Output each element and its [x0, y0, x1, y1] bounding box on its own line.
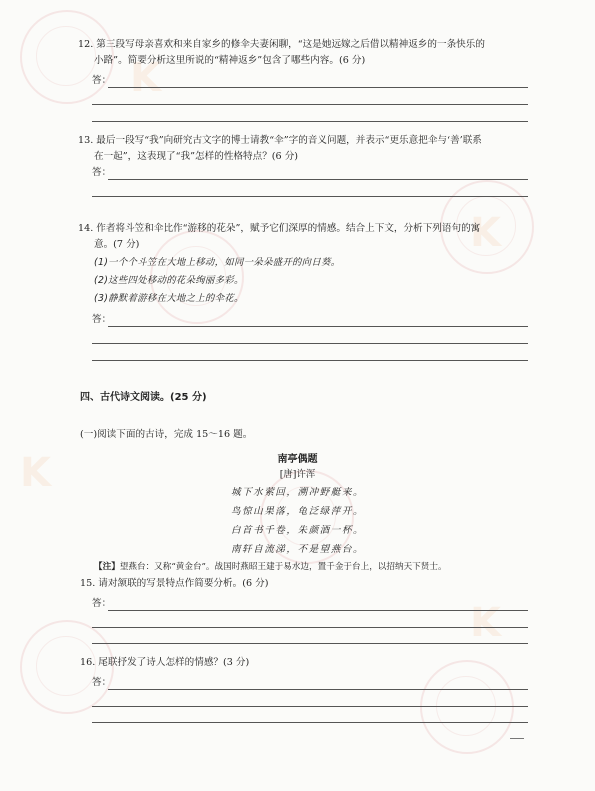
watermark-seal: [420, 660, 514, 754]
watermark-logo: K: [470, 210, 501, 256]
watermark-logo: K: [130, 55, 161, 101]
answer-line[interactable]: [108, 179, 528, 180]
answer-line[interactable]: [92, 121, 528, 122]
answer-line[interactable]: [108, 87, 528, 88]
question-13-line-1: 13. 最后一段写“我”向研究古文字的博士请教“伞”字的音义问题，并表示“更乐意把伞与‘善’联系: [78, 135, 482, 146]
question-12-line-1: 12. 第三段写母亲喜欢和来自家乡的修伞夫妻闲聊，“这是她远嫁之后借以精神返乡的一条快乐的: [78, 39, 485, 50]
answer-label: 答：: [92, 314, 112, 325]
poem-line-3: 白首书千卷，朱颜酒一杯。: [230, 525, 365, 536]
answer-label: 答：: [92, 167, 112, 178]
page-edge-mark: [510, 738, 524, 739]
answer-line[interactable]: [108, 326, 528, 327]
poem-title: 南亭偶题: [277, 454, 318, 465]
watermark-logo: K: [470, 600, 501, 646]
answer-line[interactable]: [92, 343, 528, 344]
answer-line[interactable]: [92, 627, 528, 628]
poem-note: [94, 561, 447, 573]
section-heading: 四、古代诗文阅读。(25 分): [80, 392, 207, 403]
question-14-option-3: (3)静默着游移在大地之上的伞花。: [94, 293, 244, 304]
poem-author: [唐]许浑: [279, 469, 316, 480]
answer-line[interactable]: [108, 689, 528, 690]
answer-line[interactable]: [92, 706, 528, 707]
answer-line[interactable]: [92, 104, 528, 105]
watermark-logo: K: [20, 450, 51, 496]
question-16-line-1: 16. 尾联抒发了诗人怎样的情感？(3 分): [80, 657, 250, 668]
answer-label: 答：: [92, 677, 112, 688]
poem-note-text: 望燕台：又称“黄金台”。战国时燕昭王建于易水边，置千金于台上，以招纳天下贤士。: [119, 562, 447, 572]
answer-label: 答：: [92, 598, 112, 609]
section-instruction: (一)阅读下面的古诗，完成 15～16 题。: [80, 429, 253, 440]
answer-label: 答：: [92, 75, 112, 86]
answer-line[interactable]: [92, 196, 528, 197]
question-12-line-2: 小路”。简要分析这里所说的“精神返乡”包含了哪些内容。(6 分): [94, 55, 366, 66]
question-15-line-1: 15. 请对颔联的写景特点作简要分析。(6 分): [80, 578, 269, 589]
answer-line[interactable]: [92, 643, 528, 644]
question-14-option-1: (1)一个个斗笠在大地上移动，如同一朵朵盛开的向日葵。: [94, 257, 341, 268]
question-13-line-2: 在一起”，这表现了“我”怎样的性格特点？(6 分): [94, 151, 299, 162]
poem-line-4: 南轩自流涕，不是望燕台。: [230, 544, 365, 555]
answer-line[interactable]: [92, 360, 528, 361]
answer-line[interactable]: [92, 722, 528, 723]
question-14-line-2: 意。(7 分): [94, 239, 140, 250]
poem-line-1: 城下水萦回，溯冲野艇来。: [230, 487, 365, 498]
answer-line[interactable]: [108, 610, 528, 611]
poem-line-2: 鸟惊山果落，龟泛绿萍开。: [230, 506, 365, 517]
question-14-option-2: (2)这些四处移动的花朵绚丽多彩。: [94, 275, 244, 286]
question-14-line-1: 14. 作者将斗笠和伞比作“游移的花朵”，赋予它们深厚的情感。结合上下文，分析下列语句的寓: [78, 223, 481, 234]
poem-note-label: 【注】: [94, 562, 120, 572]
